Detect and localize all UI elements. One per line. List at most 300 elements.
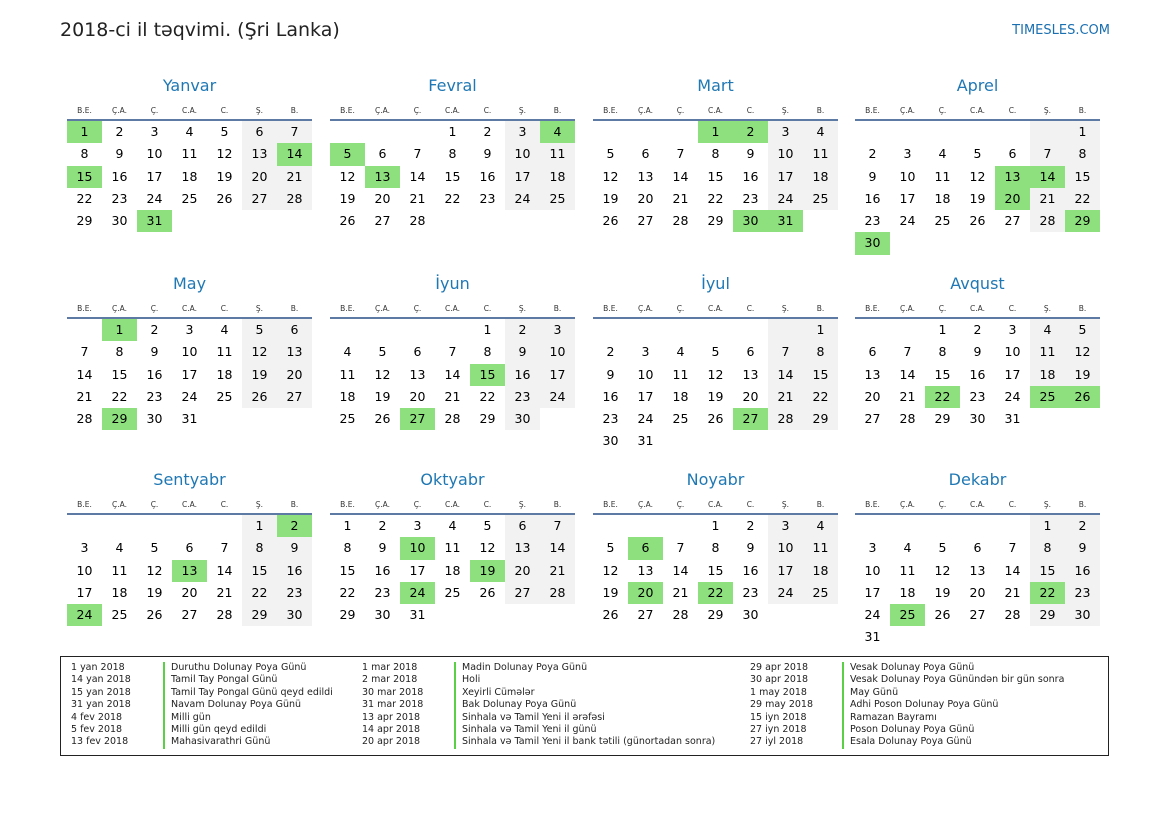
day-cell: 31 bbox=[409, 607, 426, 623]
day-empty bbox=[540, 408, 575, 430]
weekday-header bbox=[855, 498, 1100, 515]
day-cell: 19 bbox=[602, 190, 619, 206]
weekday-label: Ç. bbox=[413, 500, 422, 509]
holiday-name: Mahasivarathri Günü bbox=[163, 736, 270, 748]
day-cell: 24 bbox=[181, 388, 198, 404]
day-cell: 4 bbox=[343, 344, 352, 360]
day-cell: 19 bbox=[339, 190, 356, 206]
week-row bbox=[593, 143, 838, 165]
weekday-label: B. bbox=[1078, 304, 1087, 313]
month-11 bbox=[593, 466, 838, 626]
week-row bbox=[855, 626, 1100, 648]
weekday-label: Ç.A. bbox=[899, 304, 915, 313]
day-cell: 12 bbox=[146, 562, 163, 578]
week-row bbox=[855, 143, 1100, 165]
day-cell: 24 bbox=[637, 411, 654, 427]
day-empty bbox=[242, 408, 277, 430]
day-cell: 8 bbox=[711, 146, 720, 162]
day-cell: 17 bbox=[864, 584, 881, 600]
day-cell: 27 bbox=[864, 411, 881, 427]
day-cell: 3 bbox=[150, 124, 159, 139]
day-cell: 24 bbox=[146, 190, 163, 206]
day-cell: 26 bbox=[146, 607, 163, 623]
day-cell: 17 bbox=[768, 166, 803, 188]
day-cell: 25 bbox=[181, 190, 198, 206]
holiday-column bbox=[71, 662, 333, 749]
weekday-header bbox=[67, 104, 312, 121]
day-cell: 5 bbox=[938, 540, 947, 556]
day-cell: 14 bbox=[1004, 562, 1021, 578]
day-cell: 3 bbox=[185, 322, 194, 337]
week-row bbox=[593, 319, 838, 341]
week-row bbox=[330, 319, 575, 341]
day-cell: 20 bbox=[864, 388, 881, 404]
day-cell: 26 bbox=[934, 607, 951, 623]
day-cell: 5 bbox=[378, 344, 387, 360]
week-row bbox=[67, 143, 312, 165]
day-cell: 8 bbox=[242, 537, 277, 559]
week-row bbox=[67, 166, 312, 188]
day-cell: 10 bbox=[146, 146, 163, 162]
holiday-date: 31 mar 2018 bbox=[362, 699, 424, 711]
weekday-label: C.A. bbox=[707, 106, 723, 115]
day-cell: 30 bbox=[1065, 604, 1100, 626]
day-cell: 27 bbox=[505, 582, 540, 604]
day-cell: 26 bbox=[969, 213, 986, 229]
day-cell: 14 bbox=[672, 168, 689, 184]
day-cell: 1 bbox=[448, 124, 457, 139]
holiday-name: Ramazan Bayramı bbox=[842, 712, 937, 724]
month-1 bbox=[67, 72, 312, 232]
day-cell: 17 bbox=[637, 388, 654, 404]
holiday-date: 13 fev 2018 bbox=[71, 736, 129, 748]
holiday-date: 15 iyn 2018 bbox=[750, 711, 807, 723]
weekday-label: Ç.A. bbox=[374, 106, 390, 115]
holiday-row bbox=[71, 662, 333, 674]
weekday-label: B.E. bbox=[865, 304, 880, 313]
day-empty bbox=[172, 515, 207, 537]
week-row bbox=[855, 386, 1100, 408]
day-cell: 15 bbox=[67, 166, 102, 188]
day-cell: 30 bbox=[602, 433, 619, 449]
holiday-name: Madin Dolunay Poya Günü bbox=[454, 662, 587, 674]
day-cell: 17 bbox=[76, 584, 93, 600]
weekday-label: Ç.A. bbox=[374, 304, 390, 313]
week-row bbox=[67, 341, 312, 363]
month-name: Yanvar bbox=[162, 76, 217, 95]
weekday-label: Ç. bbox=[938, 106, 947, 115]
month-name: Aprel bbox=[956, 76, 999, 95]
day-cell: 10 bbox=[540, 341, 575, 363]
month-name: İyun bbox=[435, 274, 470, 293]
day-cell: 26 bbox=[602, 607, 619, 623]
day-empty bbox=[663, 121, 698, 143]
weekday-label: B. bbox=[1078, 106, 1087, 115]
day-cell: 9 bbox=[746, 146, 755, 162]
day-cell: 8 bbox=[483, 344, 492, 360]
day-cell: 23 bbox=[146, 388, 163, 404]
day-cell: 6 bbox=[378, 146, 387, 162]
day-cell: 26 bbox=[1065, 386, 1100, 408]
day-cell: 20 bbox=[969, 584, 986, 600]
weekday-label: C. bbox=[746, 106, 755, 115]
day-empty bbox=[207, 210, 242, 232]
weekday-label: Ç. bbox=[938, 304, 947, 313]
holiday-row bbox=[71, 736, 333, 748]
day-empty bbox=[540, 604, 575, 626]
day-empty bbox=[540, 210, 575, 232]
day-empty bbox=[890, 232, 925, 254]
day-cell: 7 bbox=[903, 344, 912, 360]
day-cell: 31 bbox=[137, 210, 172, 232]
day-cell: 26 bbox=[242, 386, 277, 408]
week-row bbox=[330, 341, 575, 363]
day-cell: 15 bbox=[470, 364, 505, 386]
weekday-header bbox=[855, 104, 1100, 121]
day-cell: 5 bbox=[242, 319, 277, 341]
day-cell: 14 bbox=[76, 366, 93, 382]
holiday-date: 29 may 2018 bbox=[750, 699, 814, 711]
day-cell: 20 bbox=[409, 388, 426, 404]
holiday-name: Esala Dolunay Poya Günü bbox=[842, 736, 972, 748]
day-empty bbox=[925, 626, 960, 648]
day-cell: 1 bbox=[343, 518, 352, 533]
day-cell: 7 bbox=[1008, 540, 1017, 556]
day-cell: 25 bbox=[803, 188, 838, 210]
day-cell: 9 bbox=[606, 366, 615, 382]
weekday-label: B.E. bbox=[77, 304, 92, 313]
day-cell: 4 bbox=[448, 518, 457, 533]
weekday-label: B. bbox=[553, 304, 562, 313]
day-cell: 21 bbox=[672, 584, 689, 600]
day-cell: 16 bbox=[742, 168, 759, 184]
day-empty bbox=[505, 604, 540, 626]
day-cell: 8 bbox=[80, 146, 89, 162]
day-cell: 30 bbox=[146, 411, 163, 427]
day-empty bbox=[172, 210, 207, 232]
day-cell: 27 bbox=[277, 386, 312, 408]
day-empty bbox=[925, 515, 960, 537]
day-cell: 11 bbox=[111, 562, 128, 578]
weekday-label: C. bbox=[483, 106, 492, 115]
weekday-label: Ç. bbox=[938, 500, 947, 509]
week-row bbox=[330, 121, 575, 143]
weekday-label: C.A. bbox=[444, 106, 460, 115]
day-cell: 2 bbox=[150, 322, 159, 337]
day-cell: 24 bbox=[768, 188, 803, 210]
day-cell: 14 bbox=[540, 537, 575, 559]
day-cell: 29 bbox=[339, 607, 356, 623]
day-cell: 17 bbox=[899, 190, 916, 206]
day-cell: 2 bbox=[868, 146, 877, 162]
day-cell: 16 bbox=[1065, 560, 1100, 582]
day-empty bbox=[1065, 232, 1100, 254]
day-cell: 27 bbox=[637, 607, 654, 623]
site-link[interactable]: TIMESLES.COM bbox=[1012, 23, 1110, 38]
weekday-label: Ç. bbox=[676, 106, 685, 115]
day-empty bbox=[207, 515, 242, 537]
day-cell: 2 bbox=[483, 124, 492, 139]
day-cell: 12 bbox=[934, 562, 951, 578]
day-empty bbox=[925, 232, 960, 254]
day-cell: 22 bbox=[479, 388, 496, 404]
day-empty bbox=[995, 515, 1030, 537]
holiday-date: 27 iyn 2018 bbox=[750, 723, 807, 735]
weekday-label: C. bbox=[483, 304, 492, 313]
holiday-name: Sinhala və Tamil Yeni il günü bbox=[454, 724, 597, 736]
day-empty bbox=[803, 210, 838, 232]
day-cell: 28 bbox=[76, 411, 93, 427]
day-cell: 18 bbox=[111, 584, 128, 600]
weekday-label: Ç.A. bbox=[637, 106, 653, 115]
day-empty bbox=[400, 121, 435, 143]
day-cell: 25 bbox=[339, 411, 356, 427]
day-empty bbox=[470, 604, 505, 626]
weekday-label: C.A. bbox=[181, 500, 197, 509]
day-cell: 21 bbox=[540, 560, 575, 582]
day-empty bbox=[733, 319, 768, 341]
day-cell: 20 bbox=[374, 190, 391, 206]
day-cell: 8 bbox=[938, 344, 947, 360]
weekday-label: C.A. bbox=[181, 106, 197, 115]
day-empty bbox=[207, 408, 242, 430]
day-empty bbox=[890, 515, 925, 537]
holiday-name: Vesak Dolunay Poya Günü bbox=[842, 662, 974, 674]
day-cell: 21 bbox=[672, 190, 689, 206]
weekday-label: Ş. bbox=[518, 106, 527, 115]
week-row bbox=[855, 364, 1100, 386]
weekday-label: C. bbox=[746, 500, 755, 509]
weekday-label: B.E. bbox=[865, 106, 880, 115]
day-empty bbox=[890, 121, 925, 143]
weekday-label: B. bbox=[290, 106, 299, 115]
day-cell: 16 bbox=[864, 190, 881, 206]
day-cell: 1 bbox=[242, 515, 277, 537]
day-empty bbox=[1030, 121, 1065, 143]
day-cell: 15 bbox=[242, 560, 277, 582]
holiday-date: 5 fev 2018 bbox=[71, 723, 123, 735]
week-row bbox=[330, 166, 575, 188]
week-row bbox=[67, 604, 312, 626]
holiday-row bbox=[362, 674, 715, 686]
day-cell: 30 bbox=[733, 210, 768, 232]
day-cell: 5 bbox=[606, 540, 615, 556]
day-cell: 1 bbox=[102, 319, 137, 341]
day-cell: 22 bbox=[707, 190, 724, 206]
holiday-date: 30 apr 2018 bbox=[750, 674, 809, 686]
day-cell: 18 bbox=[444, 562, 461, 578]
day-cell: 11 bbox=[181, 146, 198, 162]
day-cell: 19 bbox=[934, 584, 951, 600]
day-cell: 28 bbox=[444, 411, 461, 427]
day-cell: 29 bbox=[803, 408, 838, 430]
day-cell: 21 bbox=[768, 386, 803, 408]
day-cell: 5 bbox=[711, 344, 720, 360]
week-row bbox=[67, 319, 312, 341]
weekday-header bbox=[330, 104, 575, 121]
day-cell: 11 bbox=[934, 168, 951, 184]
weekday-label: B.E. bbox=[603, 106, 618, 115]
day-cell: 21 bbox=[277, 166, 312, 188]
day-cell: 7 bbox=[676, 146, 685, 162]
day-cell: 15 bbox=[1030, 560, 1065, 582]
week-row bbox=[67, 408, 312, 430]
day-cell: 14 bbox=[277, 143, 312, 165]
day-cell: 16 bbox=[969, 366, 986, 382]
day-cell: 10 bbox=[899, 168, 916, 184]
week-row bbox=[855, 408, 1100, 430]
day-empty bbox=[960, 626, 995, 648]
day-cell: 28 bbox=[672, 607, 689, 623]
month-8 bbox=[855, 270, 1100, 430]
day-cell: 31 bbox=[864, 629, 881, 645]
day-cell: 18 bbox=[1030, 364, 1065, 386]
day-cell: 19 bbox=[1065, 364, 1100, 386]
day-cell: 4 bbox=[185, 124, 194, 139]
day-cell: 14 bbox=[899, 366, 916, 382]
weekday-label: Ç. bbox=[413, 106, 422, 115]
day-empty bbox=[855, 319, 890, 341]
day-cell: 3 bbox=[768, 121, 803, 143]
day-cell: 13 bbox=[637, 168, 654, 184]
holiday-name: Poson Dolunay Poya Günü bbox=[842, 724, 974, 736]
day-empty bbox=[277, 210, 312, 232]
day-cell: 2 bbox=[973, 322, 982, 337]
holiday-name: Holi bbox=[454, 674, 480, 686]
day-cell: 22 bbox=[698, 582, 733, 604]
holiday-row bbox=[71, 674, 333, 686]
day-cell: 18 bbox=[181, 168, 198, 184]
month-name: Mart bbox=[697, 76, 734, 95]
day-cell: 23 bbox=[969, 388, 986, 404]
day-cell: 18 bbox=[540, 166, 575, 188]
day-cell: 12 bbox=[1065, 341, 1100, 363]
day-empty bbox=[925, 121, 960, 143]
day-cell: 1 bbox=[483, 322, 492, 337]
day-cell: 4 bbox=[903, 540, 912, 556]
week-row bbox=[855, 188, 1100, 210]
day-empty bbox=[1030, 232, 1065, 254]
day-cell: 29 bbox=[1030, 604, 1065, 626]
weekday-label: Ç.A. bbox=[637, 500, 653, 509]
day-cell: 7 bbox=[448, 344, 457, 360]
week-row bbox=[67, 364, 312, 386]
day-cell: 3 bbox=[641, 344, 650, 360]
day-cell: 24 bbox=[400, 582, 435, 604]
weekday-label: Ş. bbox=[255, 500, 264, 509]
week-row bbox=[330, 408, 575, 430]
day-cell: 31 bbox=[181, 411, 198, 427]
day-cell: 17 bbox=[540, 364, 575, 386]
day-cell: 15 bbox=[707, 562, 724, 578]
day-cell: 25 bbox=[216, 388, 233, 404]
day-empty bbox=[365, 319, 400, 341]
day-empty bbox=[855, 515, 890, 537]
holiday-row bbox=[750, 724, 1064, 736]
weekday-label: C. bbox=[220, 500, 229, 509]
week-row bbox=[67, 121, 312, 143]
day-cell: 4 bbox=[540, 121, 575, 143]
weekday-label: C. bbox=[1008, 500, 1017, 509]
day-cell: 22 bbox=[1065, 188, 1100, 210]
holiday-date: 29 apr 2018 bbox=[750, 662, 809, 673]
day-cell: 29 bbox=[707, 213, 724, 229]
day-cell: 9 bbox=[746, 540, 755, 556]
day-cell: 3 bbox=[80, 540, 89, 556]
weekday-header bbox=[593, 498, 838, 515]
holiday-column bbox=[362, 662, 715, 749]
day-cell: 13 bbox=[505, 537, 540, 559]
week-row bbox=[67, 537, 312, 559]
day-cell: 10 bbox=[76, 562, 93, 578]
day-cell: 2 bbox=[505, 319, 540, 341]
day-cell: 1 bbox=[698, 121, 733, 143]
weekday-label: Ş. bbox=[1043, 106, 1052, 115]
week-row bbox=[67, 515, 312, 537]
holiday-name: Milli gün bbox=[163, 712, 211, 724]
day-empty bbox=[1065, 626, 1100, 648]
week-row bbox=[67, 582, 312, 604]
holiday-name: Navam Dolunay Poya Günü bbox=[163, 699, 301, 711]
day-cell: 23 bbox=[1065, 582, 1100, 604]
day-cell: 9 bbox=[150, 344, 159, 360]
day-cell: 28 bbox=[768, 408, 803, 430]
day-cell: 6 bbox=[277, 319, 312, 341]
day-empty bbox=[890, 319, 925, 341]
day-cell: 18 bbox=[899, 584, 916, 600]
day-cell: 21 bbox=[444, 388, 461, 404]
day-cell: 18 bbox=[803, 166, 838, 188]
day-empty bbox=[330, 319, 365, 341]
weekday-label: Ş. bbox=[1043, 304, 1052, 313]
day-cell: 1 bbox=[938, 322, 947, 337]
day-cell: 24 bbox=[899, 213, 916, 229]
day-empty bbox=[628, 515, 663, 537]
day-cell: 29 bbox=[479, 411, 496, 427]
weekday-label: Ç. bbox=[150, 106, 159, 115]
day-empty bbox=[803, 430, 838, 452]
day-cell: 26 bbox=[602, 213, 619, 229]
weekday-label: Ş. bbox=[518, 500, 527, 509]
day-empty bbox=[960, 515, 995, 537]
day-cell: 8 bbox=[1065, 143, 1100, 165]
day-cell: 13 bbox=[995, 166, 1030, 188]
week-row bbox=[855, 210, 1100, 232]
holiday-name: Sinhala və Tamil Yeni il ərəfəsi bbox=[454, 712, 605, 724]
day-cell: 28 bbox=[216, 607, 233, 623]
week-row bbox=[855, 166, 1100, 188]
day-cell: 25 bbox=[444, 584, 461, 600]
day-cell: 18 bbox=[934, 190, 951, 206]
day-cell: 22 bbox=[242, 582, 277, 604]
day-cell: 7 bbox=[676, 540, 685, 556]
holiday-name: May Günü bbox=[842, 687, 898, 699]
day-cell: 27 bbox=[969, 607, 986, 623]
day-cell: 23 bbox=[602, 411, 619, 427]
holiday-date: 1 yan 2018 bbox=[71, 662, 125, 673]
day-cell: 12 bbox=[479, 540, 496, 556]
day-cell: 6 bbox=[413, 344, 422, 360]
weekday-label: B.E. bbox=[603, 500, 618, 509]
day-cell: 13 bbox=[242, 143, 277, 165]
month-4 bbox=[855, 72, 1100, 255]
day-cell: 9 bbox=[868, 168, 877, 184]
weekday-label: C.A. bbox=[181, 304, 197, 313]
day-cell: 11 bbox=[339, 366, 356, 382]
day-cell: 2 bbox=[115, 124, 124, 139]
day-cell: 24 bbox=[864, 607, 881, 623]
day-cell: 23 bbox=[277, 582, 312, 604]
